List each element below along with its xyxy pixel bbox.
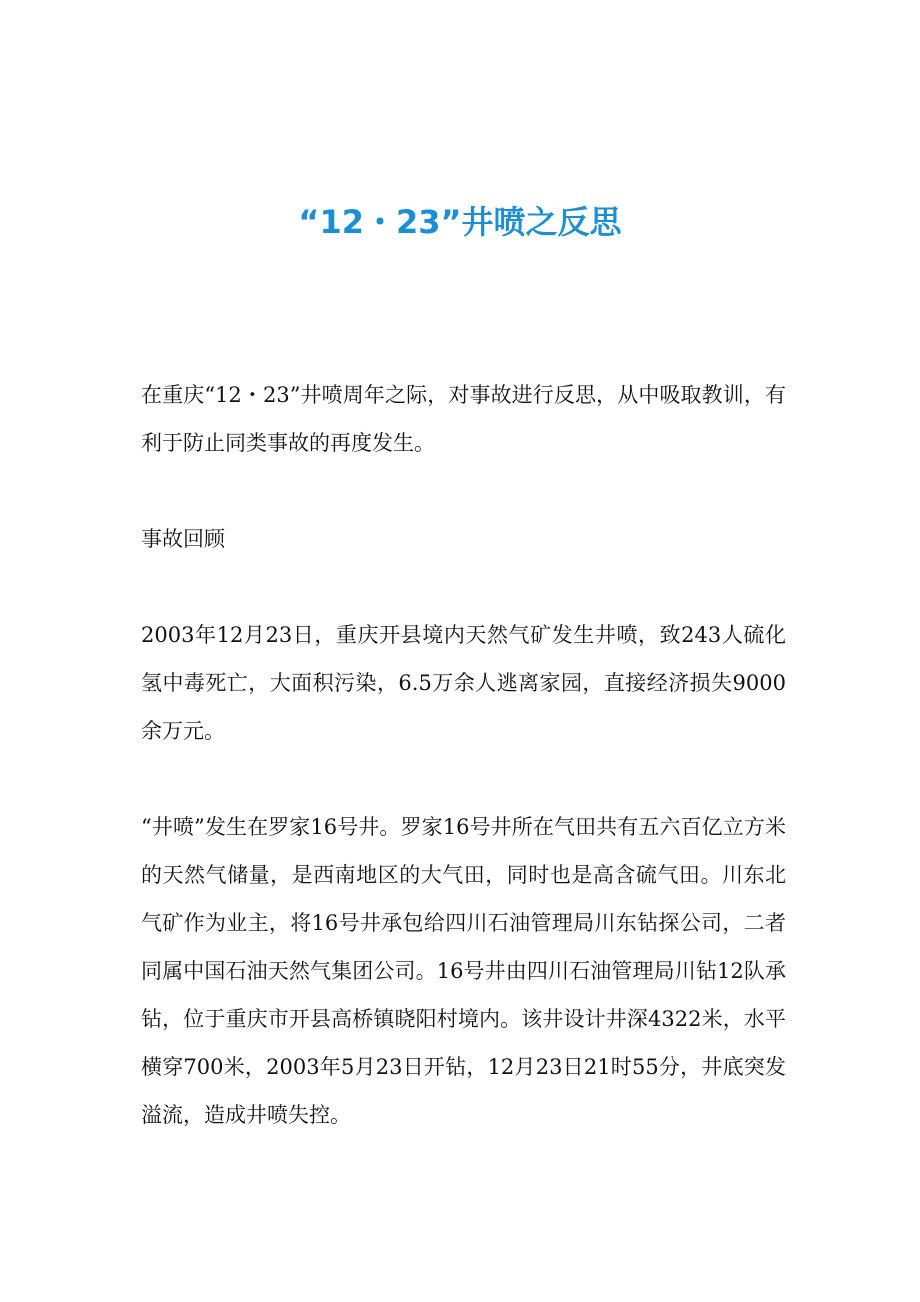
accident-summary-paragraph: 2003年12月23日，重庆开县境内天然气矿发生井喷，致243人硫化氢中毒死亡，大面积污染，6.5万余人逃离家园，直接经济损失9000余万元。 — [141, 623, 786, 743]
well-details-paragraph: “井喷”发生在罗家16号井。罗家16号井所在气田共有五六百亿立方米的天然气储量，是西南地区的大气田，同时也是高含硫气田。川东北气矿作为业主，将16号井承包给四川石油管理局川东钻探公司，二者同属中国石油天然气集团公司。16号井由四川石油管理局川钻12队承钻，位于重庆市开县高桥镇晓阳村境内。该井设计井深4322米，水平横穿700米，2003年5月23日开钻，12月23日21时55分，井底突发溢流，造成井喷失控。 — [141, 815, 786, 1127]
intro-paragraph: 在重庆“12・23”井喷周年之际，对事故进行反思，从中吸取教训，有利于防止同类事故的再度发生。 — [141, 383, 786, 455]
section-heading: 事故回顾 — [141, 527, 225, 551]
document-title: “12・23”井喷之反思 — [298, 203, 622, 241]
